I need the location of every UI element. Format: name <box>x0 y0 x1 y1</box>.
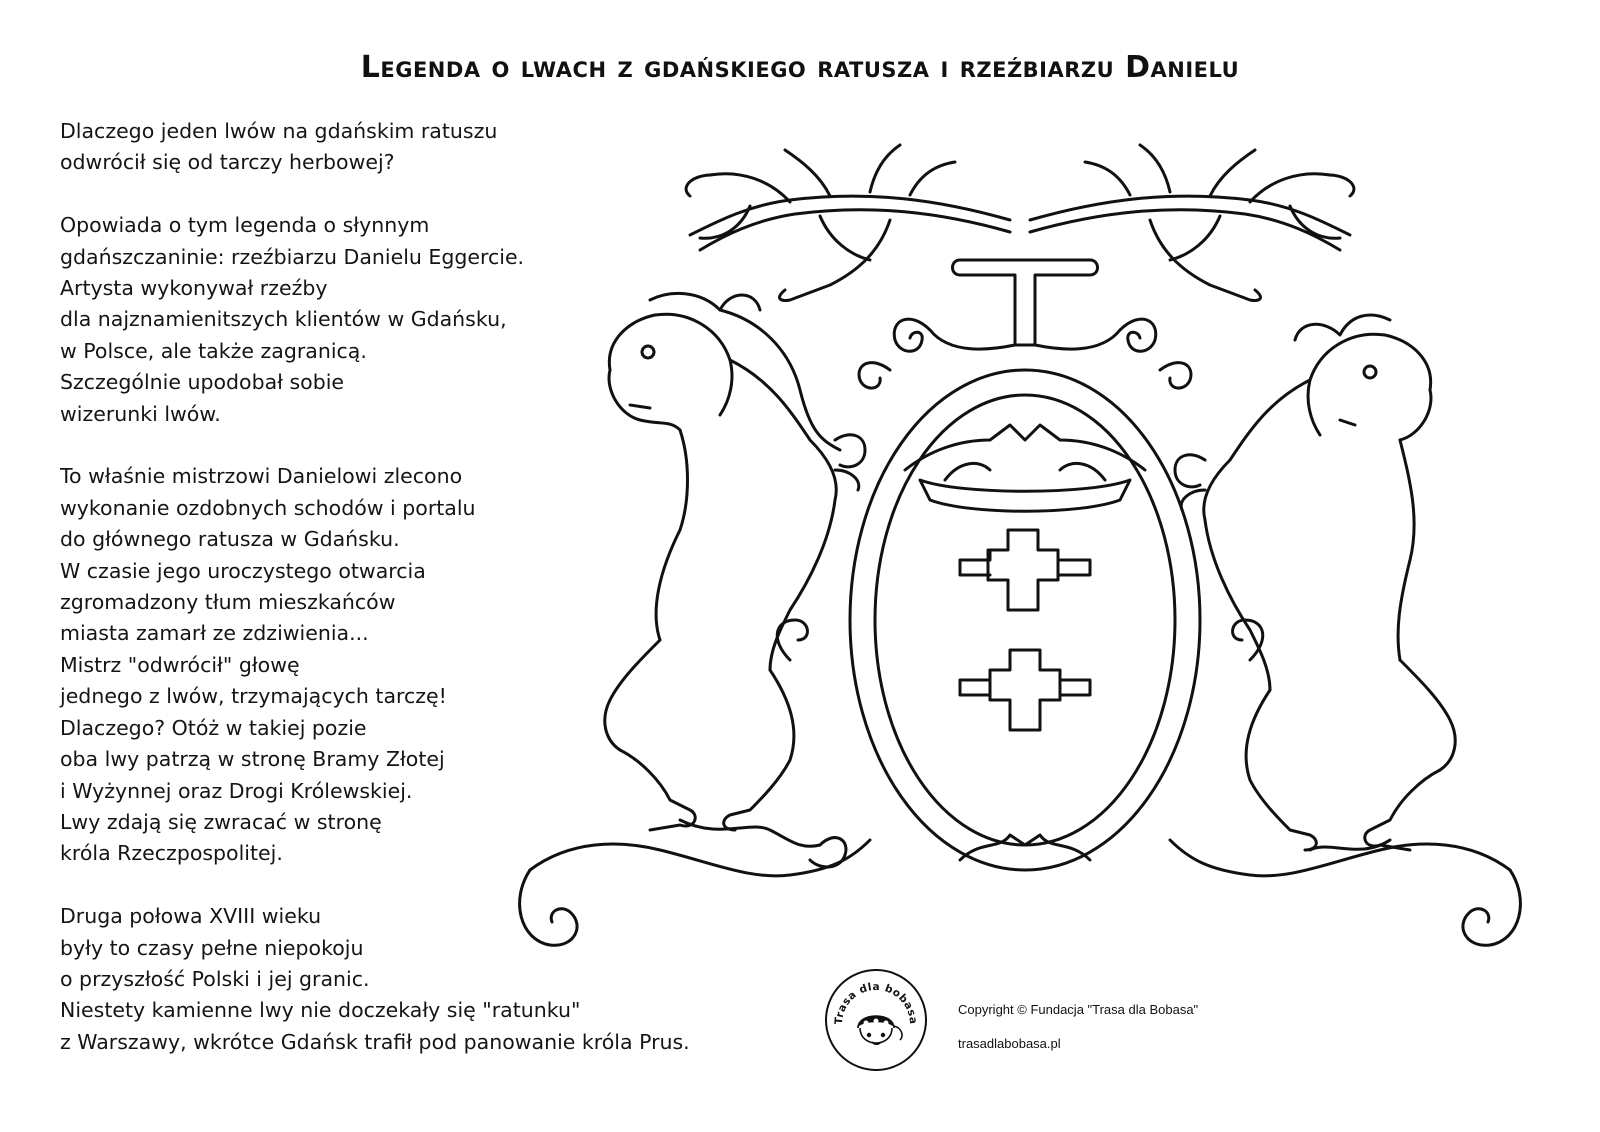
trasa-dla-bobasa-logo <box>822 966 930 1074</box>
text-line: Druga połowa XVIII wieku <box>60 904 322 929</box>
website-link[interactable]: trasadlabobasa.pl <box>958 1036 1061 1051</box>
laurel-branches <box>686 145 1354 301</box>
left-lion <box>605 293 865 867</box>
text-line: Dlaczego jeden lwów na gdańskim ratuszu <box>60 119 498 143</box>
text-line: To właśnie mistrzowi Danielowi zlecono <box>60 464 463 489</box>
text-line: wizerunki lwów. <box>60 401 221 426</box>
text-line: odwrócił się od tarczy herbowej? <box>60 150 395 175</box>
text-line: Dlaczego? Otóż w takiej pozie <box>60 715 367 740</box>
text-line: Lwy zdają się zwracać w stronę <box>60 809 382 834</box>
text-line: Mistrz "odwrócił" głowę <box>60 652 300 677</box>
text-line: W czasie jego uroczystego otwarcia <box>60 558 426 583</box>
text-line: miasta zamarł ze zdziwienia... <box>60 621 369 646</box>
text-line: gdańszczaninie: rzeźbiarzu Danielu Eggercie. <box>60 244 525 269</box>
text-line: oba lwy patrzą w stronę Bramy Złotej <box>60 747 445 772</box>
text-line: Szczególnie upodobał sobie <box>60 370 345 395</box>
text-line: i Wyżynnej oraz Drogi Królewskiej. <box>60 778 413 803</box>
text-line: króla Rzeczpospolitej. <box>60 841 283 866</box>
page-title: Legenda o lwach z gdańskiego ratusza i rzeźbiarzu Danielu <box>360 50 1240 85</box>
text-line: w Polsce, ale także zagranicą. <box>60 338 367 363</box>
text-line: Niestety kamienne lwy nie doczekały się "ratunku" <box>60 998 581 1023</box>
logo-text: Trasa dla bobasa <box>832 980 920 1025</box>
text-line: do głównego ratusza w Gdańsku. <box>60 527 400 552</box>
text-line: dla najznamienitszych klientów w Gdańsku, <box>60 307 507 332</box>
gdansk-coat-of-arms-illustration <box>490 140 1550 970</box>
text-line: jednego z lwów, trzymających tarczę! <box>60 684 447 709</box>
bottom-scrolls <box>520 620 1521 945</box>
text-line: Opowiada o tym legenda o słynnym <box>60 213 430 238</box>
shield <box>850 370 1200 870</box>
right-lion <box>1175 315 1455 850</box>
text-line: zgromadzony tłum mieszkańców <box>60 590 396 615</box>
baby-face-icon <box>858 1016 902 1044</box>
text-line: Artysta wykonywał rzeźby <box>60 276 328 301</box>
copyright-notice: Copyright © Fundacja "Trasa dla Bobasa" <box>958 1002 1199 1017</box>
text-line: o przyszłość Polski i jej granic. <box>60 966 370 991</box>
text-line: były to czasy pełne niepokoju <box>60 935 364 960</box>
text-line: wykonanie ozdobnych schodów i portalu <box>60 495 476 520</box>
text-line: z Warszawy, wkrótce Gdańsk trafił pod panowanie króla Prus. <box>60 1029 690 1054</box>
